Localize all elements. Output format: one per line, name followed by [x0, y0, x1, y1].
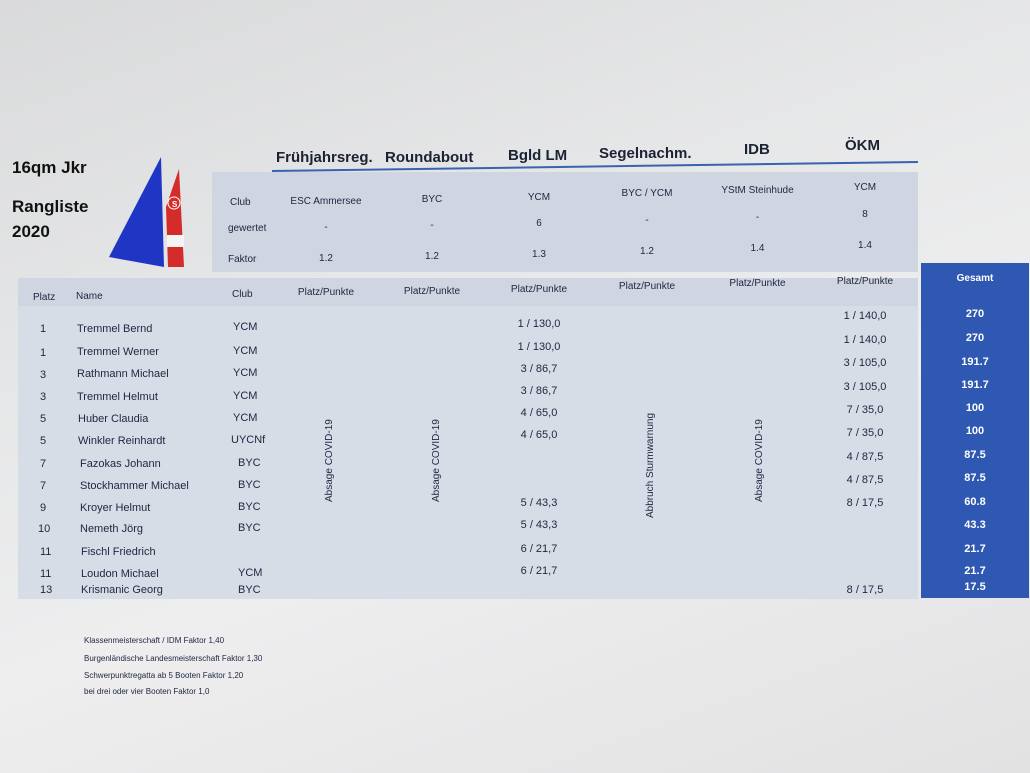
logo-letter: S	[172, 200, 178, 209]
okm-result: 4 / 87,5	[846, 474, 884, 486]
row-name: Winkler Reinhardt	[78, 435, 166, 447]
gesamt-value: 100	[965, 425, 985, 437]
regatta-header-0: Frühjahrsreg.	[276, 149, 373, 166]
regatta-header-5: ÖKM	[845, 137, 880, 154]
bgld-result: 4 / 65,0	[520, 429, 558, 441]
okm-result: 1 / 140,0	[843, 334, 887, 346]
cancel-note-fruehjahr: Absage COVID-19	[324, 419, 335, 502]
column-header-platz: Platz	[33, 292, 56, 303]
row-club: BYC	[238, 457, 261, 469]
info-club-4: YStM Steinhude	[721, 185, 794, 196]
row-platz: 11	[40, 546, 52, 558]
row-name: Fazokas Johann	[80, 458, 161, 470]
row-name: Rathmann Michael	[77, 368, 169, 380]
row-name: Tremmel Helmut	[77, 391, 158, 403]
gesamt-value: 100	[965, 402, 985, 414]
row-platz: 13	[40, 584, 53, 596]
gesamt-value: 87.5	[964, 472, 986, 484]
info-faktor-5: 1.4	[858, 240, 872, 251]
row-club: BYC	[238, 479, 261, 491]
info-club-5: YCM	[853, 182, 877, 193]
info-gewertet-3: -	[645, 215, 649, 226]
info-gewertet-2: 6	[536, 218, 542, 229]
class-title: 16qm Jkr	[12, 158, 87, 177]
footnote: Klassenmeisterschaft / IDM Faktor 1,40	[84, 636, 225, 645]
abort-note-segelnachm: Abbruch Sturmwarnung	[645, 412, 656, 518]
column-header-pp-3: Platz/Punkte	[618, 281, 676, 292]
row-club: YCM	[233, 367, 258, 379]
row-name: Kroyer Helmut	[80, 502, 151, 514]
gesamt-value: 191.7	[961, 379, 989, 391]
row-name: Huber Claudia	[78, 413, 149, 425]
footnote: Burgenländische Landesmeisterschaft Faktor 1,30	[84, 654, 263, 663]
okm-result: 7 / 35,0	[846, 404, 884, 416]
info-label-club: Club	[230, 197, 251, 208]
row-club: UYCNf	[231, 434, 266, 446]
row-name: Stockhammer Michael	[80, 480, 189, 492]
row-club: YCM	[233, 412, 258, 424]
row-club: YCM	[233, 321, 258, 333]
info-faktor-2: 1.3	[532, 249, 546, 260]
gesamt-value: 191.7	[961, 356, 989, 368]
row-name: Nemeth Jörg	[80, 523, 143, 535]
regatta-header-4: IDB	[744, 141, 770, 158]
bgld-result: 1 / 130,0	[517, 318, 561, 330]
info-faktor-4: 1.4	[750, 243, 765, 254]
row-platz: 1	[40, 323, 47, 335]
row-platz: 3	[40, 391, 47, 403]
bgld-result: 5 / 43,3	[520, 519, 558, 531]
info-gewertet-0: -	[324, 222, 328, 233]
bgld-result: 3 / 86,7	[520, 363, 558, 375]
row-platz: 5	[40, 435, 47, 447]
info-club-0: ESC Ammersee	[290, 196, 362, 207]
cancel-note-idb: Absage COVID-19	[754, 419, 765, 502]
row-club: YCM	[233, 345, 258, 357]
row-platz: 10	[38, 523, 51, 535]
info-faktor-1: 1.2	[425, 251, 439, 262]
regatta-header-3: Segelnachm.	[599, 145, 692, 162]
gesamt-value: 270	[965, 308, 985, 320]
row-platz: 9	[40, 502, 47, 514]
info-label-faktor: Faktor	[228, 254, 257, 265]
column-header-pp-4: Platz/Punkte	[729, 278, 786, 289]
info-club-3: BYC / YCM	[621, 188, 673, 199]
info-faktor-3: 1.2	[640, 246, 654, 257]
gesamt-value: 87.5	[964, 449, 986, 461]
footnote: bei drei oder vier Booten Faktor 1,0	[84, 687, 210, 696]
row-club: YCM	[238, 567, 263, 579]
column-header-pp-5: Platz/Punkte	[836, 276, 894, 287]
year-title: 2020	[12, 222, 50, 241]
row-platz: 3	[40, 369, 47, 381]
ranking-title: Rangliste	[12, 197, 89, 216]
row-platz: 5	[40, 413, 47, 425]
gesamt-value: 21.7	[964, 543, 986, 555]
row-name: Loudon Michael	[81, 568, 159, 580]
column-header-pp-2: Platz/Punkte	[510, 284, 568, 295]
row-name: Krismanic Georg	[81, 584, 163, 596]
okm-result: 4 / 87,5	[846, 451, 884, 463]
gesamt-value: 270	[965, 332, 985, 344]
row-club: BYC	[238, 584, 261, 596]
row-name: Tremmel Werner	[77, 346, 159, 358]
okm-result: 1 / 140,0	[843, 310, 887, 322]
info-gewertet-4: -	[755, 212, 760, 223]
row-name: Fischl Friedrich	[81, 546, 156, 558]
column-header-gesamt: Gesamt	[956, 273, 994, 284]
gesamt-value: 43.3	[964, 519, 986, 531]
row-club: YCM	[233, 390, 258, 402]
gesamt-value: 60.8	[964, 496, 986, 508]
okm-result: 3 / 105,0	[843, 381, 887, 393]
bgld-result: 5 / 43,3	[520, 497, 558, 509]
gesamt-value: 21.7	[964, 565, 986, 577]
okm-result: 8 / 17,5	[846, 497, 884, 509]
row-club: BYC	[238, 522, 261, 534]
column-header-name: Name	[76, 291, 103, 302]
regatta-header-2: Bgld LM	[508, 147, 568, 164]
bgld-result: 3 / 86,7	[520, 385, 558, 397]
bgld-result: 1 / 130,0	[517, 341, 561, 353]
row-club: BYC	[238, 501, 261, 513]
gesamt-column	[921, 263, 1029, 598]
okm-result: 8 / 17,5	[846, 584, 884, 596]
okm-result: 3 / 105,0	[843, 357, 887, 369]
info-gewertet-5: 8	[862, 209, 868, 220]
bgld-result: 6 / 21,7	[520, 565, 558, 577]
regatta-header-1: Roundabout	[385, 149, 474, 166]
column-header-pp-1: Platz/Punkte	[403, 286, 461, 297]
info-club-1: BYC	[421, 194, 443, 205]
row-platz: 7	[40, 480, 47, 492]
info-label-gewertet: gewertet	[228, 223, 267, 234]
okm-result: 7 / 35,0	[846, 427, 884, 439]
row-name: Tremmel Bernd	[77, 323, 153, 335]
gesamt-value: 17.5	[964, 581, 986, 593]
sail-logo	[106, 155, 190, 270]
footnote: Schwerpunktregatta ab 5 Booten Faktor 1,20	[84, 671, 244, 680]
column-header-club: Club	[232, 289, 253, 300]
column-header-pp-0: Platz/Punkte	[297, 287, 355, 298]
info-gewertet-1: -	[430, 220, 434, 231]
bgld-result: 6 / 21,7	[520, 543, 558, 555]
cancel-note-roundabout: Absage COVID-19	[431, 419, 442, 502]
row-platz: 11	[40, 568, 52, 580]
info-club-2: YCM	[527, 192, 551, 203]
bgld-result: 4 / 65,0	[520, 407, 558, 419]
info-faktor-0: 1.2	[319, 253, 333, 264]
row-platz: 1	[40, 347, 47, 359]
row-platz: 7	[40, 458, 47, 470]
